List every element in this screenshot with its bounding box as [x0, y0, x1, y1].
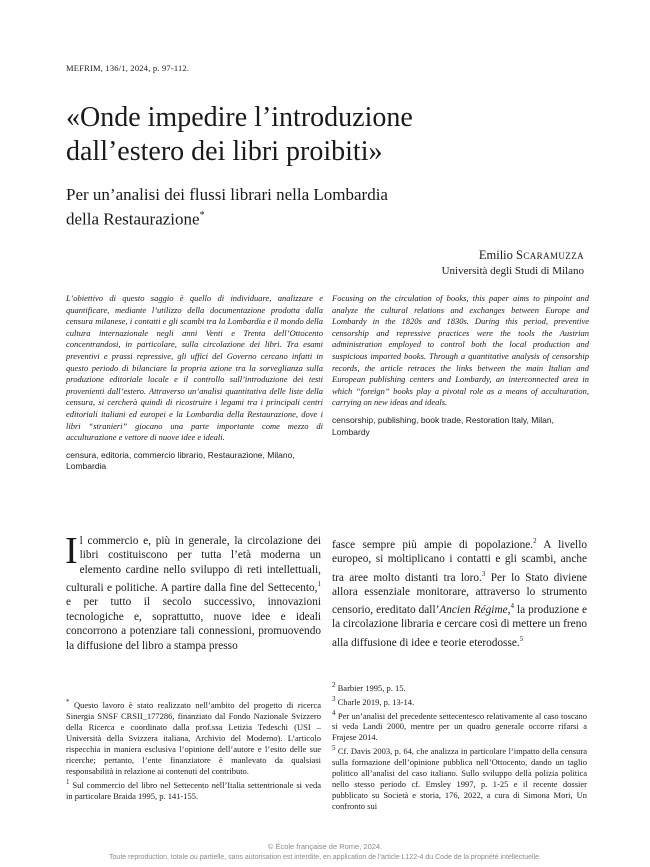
body-italic: Ancien Régime	[439, 603, 508, 616]
footnotes-left	[66, 697, 321, 802]
footnote	[332, 708, 587, 744]
subtitle-line-2-text: della Restaurazione	[66, 209, 200, 229]
body-text: l commercio e, più in generale, la circolazione dei libri costituiscono per tutta l’età moderna un elemento cardine nello sviluppo di reti intellettuali, culturali e politiche. A partire dalla fine del Settecento,	[66, 535, 321, 594]
subtitle-line-2	[66, 205, 586, 230]
footnote-mark: 2	[332, 681, 336, 689]
footnote-mark-star: *	[199, 210, 205, 221]
body-column-right	[332, 534, 587, 650]
drop-cap: I	[65, 530, 78, 572]
title-line-1: «Onde impedire l’introduzione	[66, 102, 413, 133]
footnote-mark: 3	[332, 694, 336, 703]
footnotes-right	[332, 680, 587, 812]
author-last-name: Scaramuzza	[516, 248, 584, 262]
author-first-name: Emilio	[478, 248, 513, 262]
subtitle-line-1: Per un’analisi dei flussi librari nella Lombardia	[66, 185, 388, 204]
footnote	[66, 777, 321, 802]
running-head: MEFRIM, 136/1, 2024, p. 97-112.	[66, 63, 190, 73]
footnote-mark: *	[66, 698, 70, 706]
footnote-text: Charle 2019, p. 13-14.	[335, 696, 415, 707]
footnote	[66, 697, 321, 777]
body-text: ,	[507, 603, 511, 616]
abstract-italian-text: L’obiettivo di questo saggio è quello di individuare, analizzare e quantificare, mediante l’utilizzo della documentazione prodotta dalla censura milanese, i contatti e gli scambi tra la Lombardia e il mondo della cultura internazionale negli anni Venti e Trenta dell’Ottocento concentrandosi, in particolare, sulla circolazione dei libri. Tra esami preventivi e prassi repressive, gli uffici del Governo cercano infatti in questo periodo di bilanciare la propria azione tra la sorveglianza sulla produzione editoriale locale e il controllo sull’introduzione dei testi provenienti dall’estero. Attraverso un’analisi quantitativa delle liste della censura, si cercherà quindi di ricostruire i legami tra i principali centri editoriali italiani ed europei e la Lombardia della Restaurazione, dove i libri “stranieri” giocano una parte importante come mezzo di acculturazione e vettore di nuove idee e ideali.	[66, 293, 323, 443]
footnote-ref-5[interactable]: 5	[519, 634, 524, 643]
author-block	[442, 247, 584, 279]
body-text: A livello europeo, si moltiplicano i contatti e gli scambi, anche tra aree molto distanti tra loro.	[332, 538, 587, 584]
article-subtitle	[66, 184, 586, 230]
footnote-text: Barbier 1995, p. 15.	[335, 682, 406, 693]
author-name	[442, 247, 584, 264]
footnote-mark: 1	[66, 777, 70, 786]
footnote-text: Per un’analisi del precedente settecentesco relativamente al caso toscano si veda Landi 2000, mentre per un quadro generale occorre rifarsi a Frajese 2014.	[332, 710, 587, 743]
body-text: fasce sempre più ampie di popolazione.	[332, 538, 534, 551]
footnote	[332, 743, 587, 812]
author-affiliation: Università degli Studi di Milano	[441, 265, 584, 277]
body-column-left	[65, 530, 321, 653]
abstract-english	[332, 293, 589, 438]
footnote-text: Questo lavoro è stato realizzato nell’ambito del progetto di ricerca Sinergia SNSF CRSII_177286, finanziato dal Fondo Nazionale Svizzero della Ricerca e coordinato dalla prof.ssa Letizia Tedeschi (USI – Università della Svizzera italiana, Archivio del Moderno). L’articolo rispecchia in maniera esclusiva l’opinione dell’autore e l’esito delle sue ricerche; pertanto, l’ente finanziatore è manlevato da qualsiasi responsabilità in relazione ai contenuti del contributo.	[66, 699, 321, 776]
body-text: e per tutto il secolo successivo, innovazioni tecnologiche e, soprattutto, nuove idee e ideali concorrono a potenziare tali connessioni, promuovendo la diffusione del libro a stampa presso	[66, 596, 321, 652]
footnote	[332, 694, 587, 708]
footnote-ref-2[interactable]: 2	[533, 537, 537, 545]
footnote-text: Cf. Davis 2003, p. 64, che analizza in particolare l’impatto della censura sulla formazione dell’opinione pubblica nell’Ottocento, dando un taglio politico all’analisi del caso italiano. Sullo sviluppo della polizia politica nello stesso periodo cf. Emsley 1997, p. 1-25 e il recente dossier pubblicato su Società e storia, 176, 2022, a cura di Simona Mori, Un confronto sui	[332, 746, 587, 812]
footnote-ref-4[interactable]: 4	[510, 602, 514, 611]
title-line-2: dall’estero dei libri proibiti»	[66, 136, 383, 167]
article-title	[66, 101, 586, 169]
abstract-italian	[66, 293, 323, 473]
rights-notice: Toute reproduction, totale ou partielle, sans autorisation est interdite, en application de l’article L122-4 du Code de la propriété intellectuelle.	[109, 854, 541, 861]
body-text: Per lo Stato diviene allora essenziale monitorare, attraverso lo strumento censorio, ereditato dall’	[332, 571, 587, 616]
keywords-italian: censura, editoria, commercio librario, Restaurazione, Milano, Lombardia	[66, 449, 295, 472]
abstract-english-text: Focusing on the circulation of books, this paper aims to pinpoint and analyze the cultural relations and exchanges between Europe and Lombardy in the 1820s and 1830s. During this period, preventive censorship and repressive practices were the tools the Austrian administration employed to control both the local production and suspicious imported books. Through a quantitative analysis of censorship records, the article retraces the links between the main Italian and European publishing centers and Lombardy, an interconnected area in which “foreign” books play a pivotal role as a means of acculturation, carrying on new ideas and ideals.	[332, 293, 589, 408]
footnote-text: Sul commercio del libro nel Settecento nell’Italia settentrionale si veda in particolare Braida 1995, p. 141-155.	[66, 779, 321, 801]
keywords-english: censorship, publishing, book trade, Restoration Italy, Milan, Lombardy	[332, 414, 554, 437]
footnote-ref-3[interactable]: 3	[481, 569, 486, 578]
footnote-mark: 4	[332, 708, 336, 717]
footnote-mark: 5	[332, 744, 336, 753]
footnote-ref-1[interactable]: 1	[317, 580, 321, 589]
copyright-notice: © École française de Rome, 2024.	[267, 842, 383, 851]
body-text: la produzione e la circolazione libraria e cercare così di mettere un freno alla diffusione di idee e teorie eterodosse.	[332, 603, 587, 649]
footnote	[332, 680, 587, 694]
